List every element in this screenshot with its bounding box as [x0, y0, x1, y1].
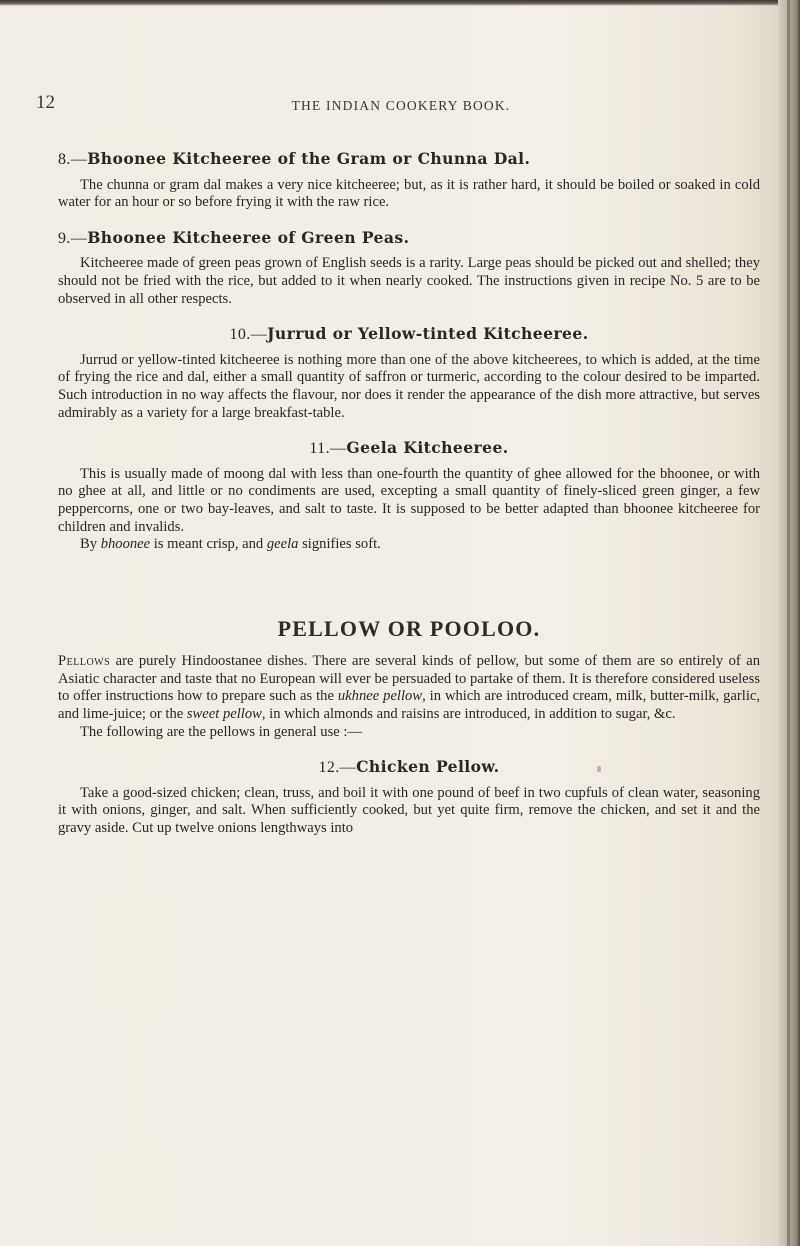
- note-term-bhoonee: bhoonee: [100, 536, 151, 553]
- page-number: 12: [36, 92, 55, 113]
- recipe-heading: [58, 325, 760, 344]
- spacer: [58, 741, 760, 758]
- recipe-heading: [58, 439, 760, 458]
- recipe-10: [58, 325, 760, 422]
- page-top-edge: [0, 0, 800, 6]
- spacer: [58, 212, 760, 229]
- running-title: THE INDIAN COOKERY BOOK.: [291, 98, 511, 113]
- section-intro: [58, 653, 760, 723]
- section-intro-closing: The following are the pellows in general use :—: [80, 723, 363, 740]
- recipe-title: Bhoonee Kitcheeree of the Gram or Chunna Dal.: [87, 149, 531, 168]
- recipe-body: Kitcheeree made of green peas grown of English seeds is a rarity. Large peas should be picked out and shelled; they should not be fried with the rice, but added to it when nearly cooked. The instructions given in recipe No. 5 are to be observed in all other respects.: [58, 255, 760, 307]
- note-term-geela: geela: [266, 536, 299, 553]
- recipe-title: Geela Kitcheeree.: [346, 438, 509, 458]
- recipe-body: Jurrud or yellow-tinted kitcheeree is nothing more than one of the above kitcheerees, to which is added, at the time of frying the rice and dal, either a small quantity of saffron or turmeric, according to the colour desired to be imparted. Such introduction in no way affects the flavour, nor does it render the appearance of the dish more attractive, but serves admirably as a variety for a large breakfast-table.: [58, 351, 760, 421]
- recipe-heading: [58, 758, 760, 777]
- recipe-note: [58, 536, 760, 554]
- paper-speck: [597, 766, 601, 772]
- recipe-12: [58, 758, 760, 837]
- recipe-title: Jurrud or Yellow-tinted Kitcheeree.: [267, 324, 589, 344]
- section-title: PELLOW OR POOLOO.: [277, 615, 541, 641]
- recipe-number: 12.—: [318, 759, 357, 777]
- recipe-title: Chicken Pellow.: [356, 757, 500, 777]
- spacer: [58, 422, 760, 439]
- recipe-body: This is usually made of moong dal with less than one-fourth the quantity of ghee allowed for the bhoonee, or with no ghee at all, and little or no condiments are used, excepting a small quantity of finely-sliced green ginger, a few peppercorns, one or two bay-leaves, and salt to taste. It is supposed to be better adapted than bhoonee kitcheeree for children and invalids.: [58, 465, 760, 535]
- intro-term-sweet-pellow: sweet pellow: [186, 706, 262, 723]
- intro-text-2: , in which are introduced cream, milk, butter-milk, garlic, and lime-juice; or the: [58, 688, 760, 723]
- page-binding-line: [787, 0, 790, 1246]
- page-content: [58, 150, 760, 838]
- recipe-heading: [58, 150, 760, 169]
- note-mid: is meant crisp, and: [150, 536, 267, 553]
- recipe-title: Bhoonee Kitcheeree of Green Peas.: [87, 227, 410, 247]
- intro-term-ukhnee-pellow: ukhnee pellow: [337, 688, 423, 705]
- recipe-11: [58, 439, 760, 554]
- recipe-body: The chunna or gram dal makes a very nice kitcheeree; but, as it is rather hard, it should be boiled or soaked in cold water for an hour or so before frying it with the raw rice.: [58, 176, 760, 211]
- spacer: [58, 308, 760, 325]
- running-head: [36, 92, 766, 116]
- recipe-8: [58, 150, 760, 212]
- note-prefix: By: [80, 536, 101, 553]
- recipe-number: 11.—: [309, 440, 347, 458]
- recipe-number: 8.—: [58, 151, 88, 168]
- intro-lead-word: Pellows: [58, 653, 111, 670]
- recipe-number: 10.—: [229, 326, 268, 344]
- recipe-9: [58, 229, 760, 308]
- note-suffix: signifies soft.: [298, 536, 381, 553]
- recipe-body: Take a good-sized chicken; clean, truss, and boil it with one pound of beef in two cupfuls of clean water, seasoning it with onions, ginger, and salt. When sufficiently cooked, but yet quite firm, remove the chicken, and set it and the gravy aside. Cut up twelve onions lengthways into: [58, 784, 760, 837]
- intro-text-1: are purely Hindoostanee dishes. There are several kinds of pellow, but some of them are so entirely of an Asiatic character and taste that no European will ever be persuaded to partake of them. It is therefore considered useless to offer instructions how to prepare such as the: [58, 653, 760, 705]
- recipe-number: 9.—: [58, 229, 88, 247]
- recipe-heading: [58, 229, 760, 248]
- intro-text-3: , in which almonds and raisins are introduced, in addition to sugar, &c.: [261, 706, 676, 723]
